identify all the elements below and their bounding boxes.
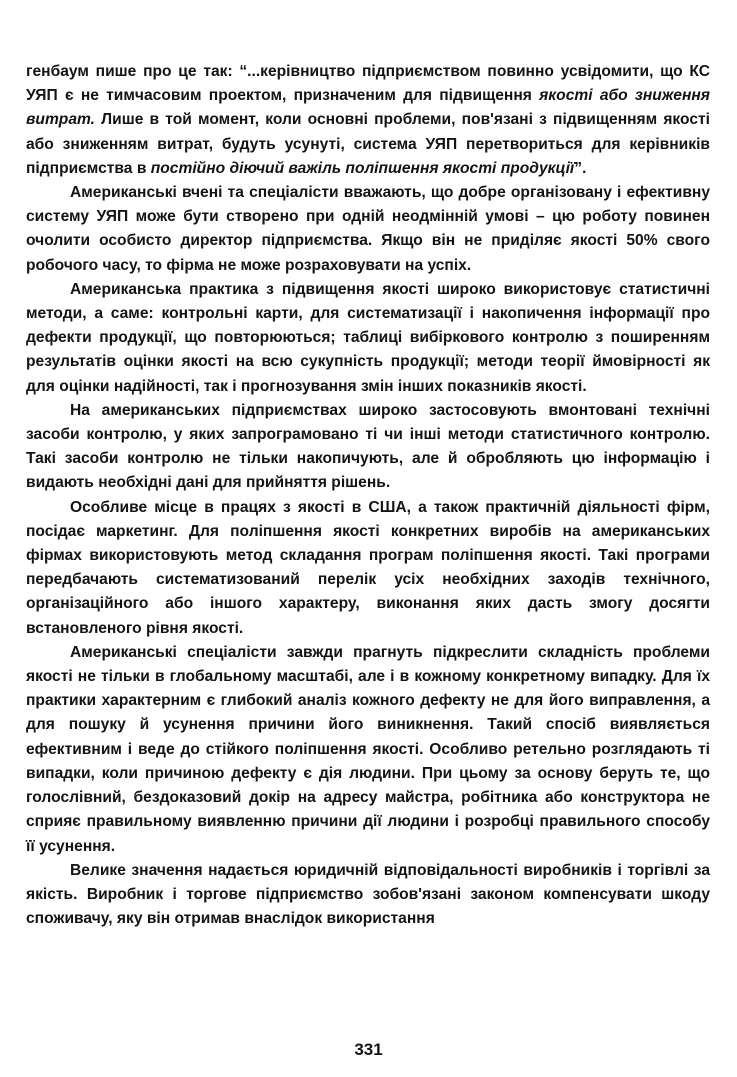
text-run: Велике значення надається юридичній відповідальності виробників і торгівлі за якість. Виробник і торгове підприємство зобов'язані законом компенсувати шкоду споживачу, яку він отримав внаслідок використання — [26, 861, 710, 928]
text-run: ”. — [574, 159, 587, 177]
paragraph — [26, 496, 710, 641]
text-run: Американські вчені та спеціалісти вважають, що добре організовану і ефективну систему УЯП може бути створено при одній неодмінній умові – цю роботу повинен очолити особисто директор підприємства. Якщо він не приділяє якості 50% свого робочого часу, то фірма не може розраховувати на успіх. — [26, 184, 710, 274]
body-text — [26, 60, 710, 931]
text-run: На американських підприємствах широко застосовують вмонтовані технічні засоби контролю, у яких запрограмовано ті чи інші методи статистичного контролю. Такі засоби контролю не тільки накопичують, але й обробляють цю інформацію і видають необхідні дані для прийняття рішень. — [26, 401, 710, 492]
paragraph — [26, 278, 710, 399]
paragraph — [26, 60, 710, 181]
paragraph — [26, 399, 710, 496]
page-number: 331 — [354, 1040, 383, 1059]
text-run: генбаум пише про це так: “...керівництво підприємством повинно усвідомити, що КС УЯП є не тимчасовим проектом, призначеним для підвищення — [26, 63, 710, 105]
text-run: Лише в той момент, коли основні проблеми, пов'язані з підвищенням якості або зниженням витрат, будуть усунуті, система УЯП перетвориться для керівників підприємства в — [26, 111, 710, 177]
paragraph — [26, 181, 710, 278]
italic-text: постійно діючий важіль поліпшення якості продукції — [150, 159, 575, 177]
paragraph — [26, 859, 710, 932]
italic-text: якості або зниження витрат. — [26, 87, 710, 129]
paragraph — [26, 641, 710, 859]
text-run: Особливе місце в працях з якості в США, а також практичній діяльності фірм, посідає маркетинг. Для поліпшення якості конкретних виробів на американських фірмах використовують метод складання програм поліпшення якості. Такі програми передбачають систематизований перелік усіх необхідних заходів технічного, організаційного або іншого характеру, виконання яких дасть змогу досягти встановленого рівня якості. — [26, 498, 710, 637]
text-run: Американська практика з підвищення якості широко використовує статистичні методи, а саме: контрольні карти, для систематизації і накопичення інформації про дефекти продукції, що повторюються; таблиці вибіркового контролю з поширенням результатів оцінки якості на всю сукупність продукції; методи теорії ймовірності як для оцінки надійності, так і прогнозування змін інших показників якості. — [26, 280, 710, 395]
text-run: Американські спеціалісти завжди прагнуть підкреслити складність проблеми якості не тільки в глобальному масштабі, але і в кожному конкретному випадку. Для їх практики характерним є глибокий аналіз кожного дефекту не для його виправлення, а для пошуку й усунення причини його виникнення. Такий спосіб виявляється ефективним і веде до стійкого поліпшення якості. Особливо ретельно розглядають ті випадки, коли причиною дефекту є дія людини. При цьому за основу беруть те, що голослівний, бездоказовий докір на адресу майстра, робітника або конструктора не сприяє правильному виявленню причини дії людини і розробці правильного способу її усунення. — [26, 643, 710, 855]
